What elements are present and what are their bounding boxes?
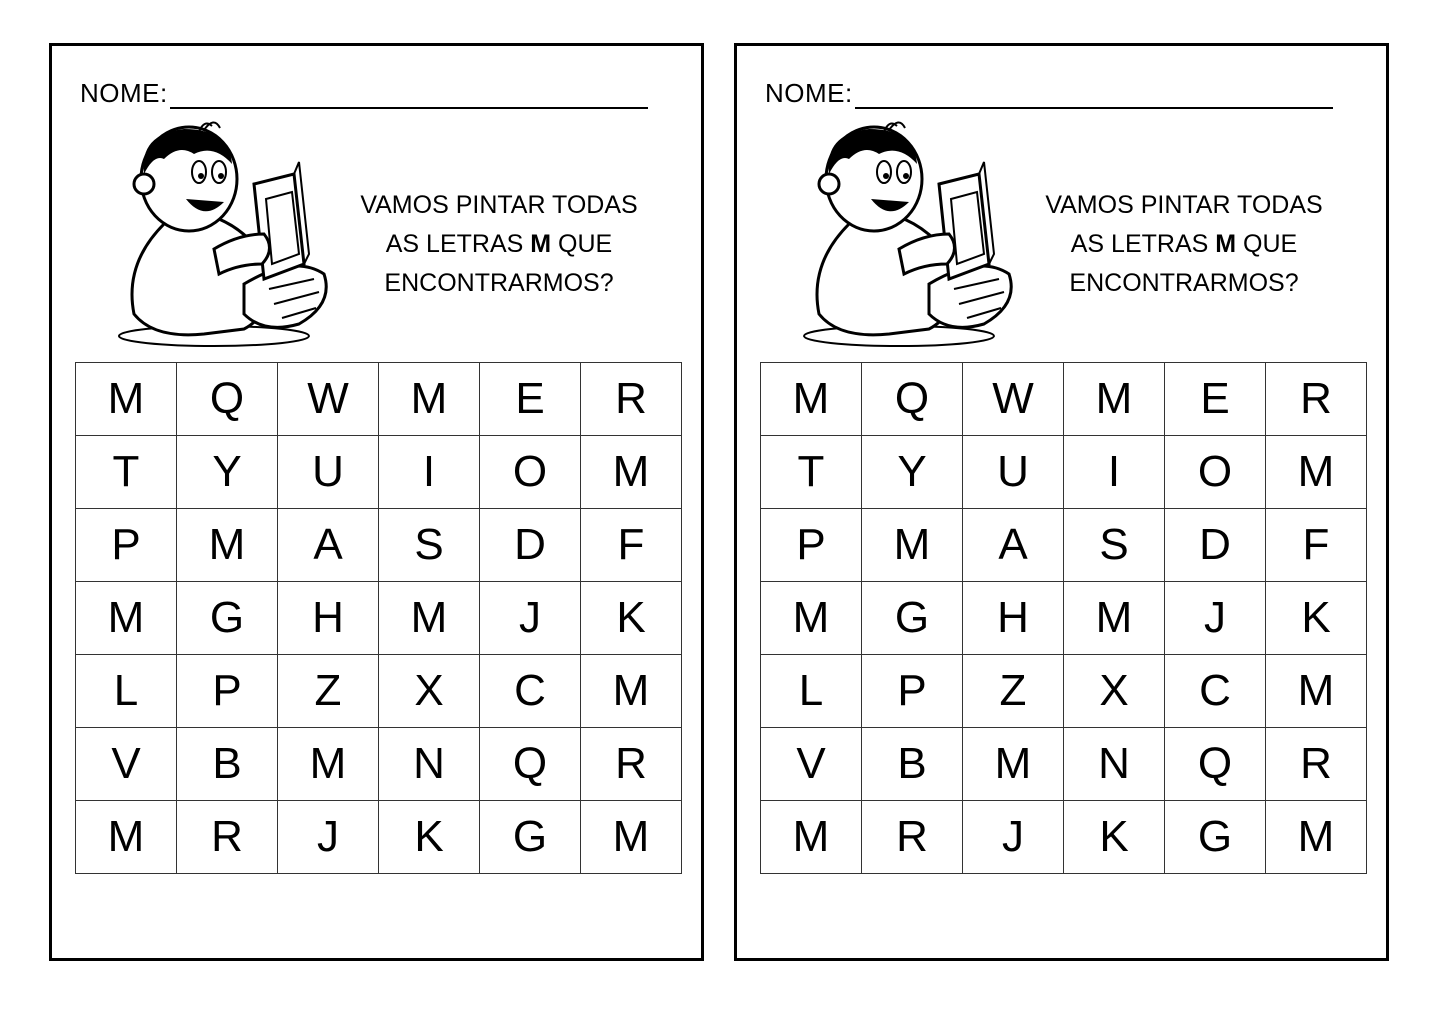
letter-cell[interactable]: M	[379, 363, 480, 436]
letter-cell[interactable]: R	[177, 801, 278, 874]
name-blank-line	[170, 81, 648, 109]
letter-cell[interactable]: E	[480, 363, 581, 436]
grid-row	[76, 436, 682, 509]
grid-row	[76, 801, 682, 874]
letter-cell[interactable]: R	[581, 363, 682, 436]
letter-cell[interactable]: R	[1266, 728, 1367, 801]
letter-cell[interactable]: I	[379, 436, 480, 509]
letter-cell[interactable]: Q	[177, 363, 278, 436]
instruction-text	[334, 186, 664, 303]
grid-row	[76, 509, 682, 582]
letter-cell[interactable]: Q	[480, 728, 581, 801]
worksheet-right	[734, 43, 1389, 961]
grid-row	[761, 655, 1367, 728]
letter-cell[interactable]: K	[1064, 801, 1165, 874]
letter-cell[interactable]: T	[761, 436, 862, 509]
letter-cell[interactable]: M	[1064, 363, 1165, 436]
name-blank-line	[855, 81, 1333, 109]
grid-row	[76, 655, 682, 728]
name-label: NOME:	[80, 78, 168, 108]
letter-cell[interactable]: M	[76, 363, 177, 436]
letter-cell[interactable]: F	[581, 509, 682, 582]
name-label: NOME:	[765, 78, 853, 108]
letter-cell[interactable]: M	[862, 509, 963, 582]
letter-cell[interactable]: M	[1064, 582, 1165, 655]
letter-cell[interactable]: W	[963, 363, 1064, 436]
letter-cell[interactable]: N	[379, 728, 480, 801]
instruction-line-1: VAMOS PINTAR TODAS	[360, 191, 638, 219]
letter-cell[interactable]: N	[1064, 728, 1165, 801]
letter-cell[interactable]: G	[862, 582, 963, 655]
letter-cell[interactable]: E	[1165, 363, 1266, 436]
letter-cell[interactable]: M	[761, 363, 862, 436]
letter-cell[interactable]: Z	[963, 655, 1064, 728]
letter-cell[interactable]: O	[480, 436, 581, 509]
letter-cell[interactable]: L	[76, 655, 177, 728]
letter-cell[interactable]: M	[1266, 436, 1367, 509]
letter-cell[interactable]: M	[76, 582, 177, 655]
letter-cell[interactable]: R	[862, 801, 963, 874]
letter-cell[interactable]: M	[1266, 801, 1367, 874]
letter-cell[interactable]: M	[581, 801, 682, 874]
instruction-line-1: VAMOS PINTAR TODAS	[1045, 191, 1323, 219]
grid-row	[761, 728, 1367, 801]
letter-cell[interactable]: C	[1165, 655, 1266, 728]
letter-cell[interactable]: V	[76, 728, 177, 801]
grid-row	[761, 363, 1367, 436]
boy-reading-comic-icon	[779, 114, 1019, 354]
letter-grid	[760, 362, 1367, 874]
letter-cell[interactable]: D	[480, 509, 581, 582]
letter-cell[interactable]: G	[177, 582, 278, 655]
name-field-row	[765, 78, 1333, 109]
letter-cell[interactable]: R	[581, 728, 682, 801]
letter-cell[interactable]: R	[1266, 363, 1367, 436]
letter-cell[interactable]: J	[1165, 582, 1266, 655]
letter-cell[interactable]: K	[1266, 582, 1367, 655]
instruction-line-3: ENCONTRARMOS?	[1069, 269, 1299, 297]
letter-cell[interactable]: Y	[177, 436, 278, 509]
letter-cell[interactable]: W	[278, 363, 379, 436]
letter-cell[interactable]: U	[278, 436, 379, 509]
letter-cell[interactable]: P	[862, 655, 963, 728]
letter-cell[interactable]: I	[1064, 436, 1165, 509]
letter-cell[interactable]: M	[581, 655, 682, 728]
letter-cell[interactable]: P	[76, 509, 177, 582]
letter-cell[interactable]: J	[480, 582, 581, 655]
letter-cell[interactable]: P	[761, 509, 862, 582]
letter-cell[interactable]: M	[1266, 655, 1367, 728]
letter-cell[interactable]: P	[177, 655, 278, 728]
letter-cell[interactable]: M	[177, 509, 278, 582]
letter-cell[interactable]: M	[278, 728, 379, 801]
name-field-row	[80, 78, 648, 109]
instruction-text	[1019, 186, 1349, 303]
instruction-line-2	[334, 225, 664, 264]
letter-cell[interactable]: M	[761, 582, 862, 655]
letter-cell[interactable]: T	[76, 436, 177, 509]
letter-cell[interactable]: A	[278, 509, 379, 582]
letter-cell[interactable]: M	[379, 582, 480, 655]
letter-cell[interactable]: G	[1165, 801, 1266, 874]
letter-cell[interactable]: U	[963, 436, 1064, 509]
letter-cell[interactable]: Y	[862, 436, 963, 509]
target-letter: M	[530, 230, 552, 258]
instruction-line-3: ENCONTRARMOS?	[384, 269, 614, 297]
letter-cell[interactable]: J	[963, 801, 1064, 874]
letter-cell[interactable]: Q	[1165, 728, 1266, 801]
instruction-line-2-post: QUE	[1243, 230, 1298, 258]
target-letter: M	[1215, 230, 1237, 258]
letter-cell[interactable]: X	[1064, 655, 1165, 728]
letter-cell[interactable]: A	[963, 509, 1064, 582]
letter-cell[interactable]: B	[862, 728, 963, 801]
letter-grid	[75, 362, 682, 874]
boy-reading-comic-icon	[94, 114, 334, 354]
letter-cell[interactable]: S	[379, 509, 480, 582]
letter-cell[interactable]: K	[379, 801, 480, 874]
grid-row	[76, 582, 682, 655]
letter-cell[interactable]: D	[1165, 509, 1266, 582]
letter-cell[interactable]: X	[379, 655, 480, 728]
letter-cell[interactable]: S	[1064, 509, 1165, 582]
letter-cell[interactable]: K	[581, 582, 682, 655]
instruction-line-2-post: QUE	[558, 230, 613, 258]
grid-row	[76, 363, 682, 436]
letter-cell[interactable]: Q	[862, 363, 963, 436]
instruction-line-2-pre: AS LETRAS	[385, 230, 524, 258]
letter-cell[interactable]: F	[1266, 509, 1367, 582]
letter-cell[interactable]: Z	[278, 655, 379, 728]
letter-cell[interactable]: M	[761, 801, 862, 874]
letter-cell[interactable]: H	[278, 582, 379, 655]
letter-cell[interactable]: M	[963, 728, 1064, 801]
letter-cell[interactable]: V	[761, 728, 862, 801]
instruction-line-2-pre: AS LETRAS	[1070, 230, 1209, 258]
letter-cell[interactable]: H	[963, 582, 1064, 655]
letter-cell[interactable]: M	[76, 801, 177, 874]
grid-row	[761, 582, 1367, 655]
grid-row	[761, 509, 1367, 582]
letter-cell[interactable]: J	[278, 801, 379, 874]
letter-cell[interactable]: C	[480, 655, 581, 728]
grid-row	[761, 801, 1367, 874]
grid-row	[76, 728, 682, 801]
letter-cell[interactable]: O	[1165, 436, 1266, 509]
letter-cell[interactable]: L	[761, 655, 862, 728]
instruction-line-2	[1019, 225, 1349, 264]
letter-cell[interactable]: G	[480, 801, 581, 874]
letter-cell[interactable]: B	[177, 728, 278, 801]
worksheet-left	[49, 43, 704, 961]
letter-cell[interactable]: M	[581, 436, 682, 509]
grid-row	[761, 436, 1367, 509]
